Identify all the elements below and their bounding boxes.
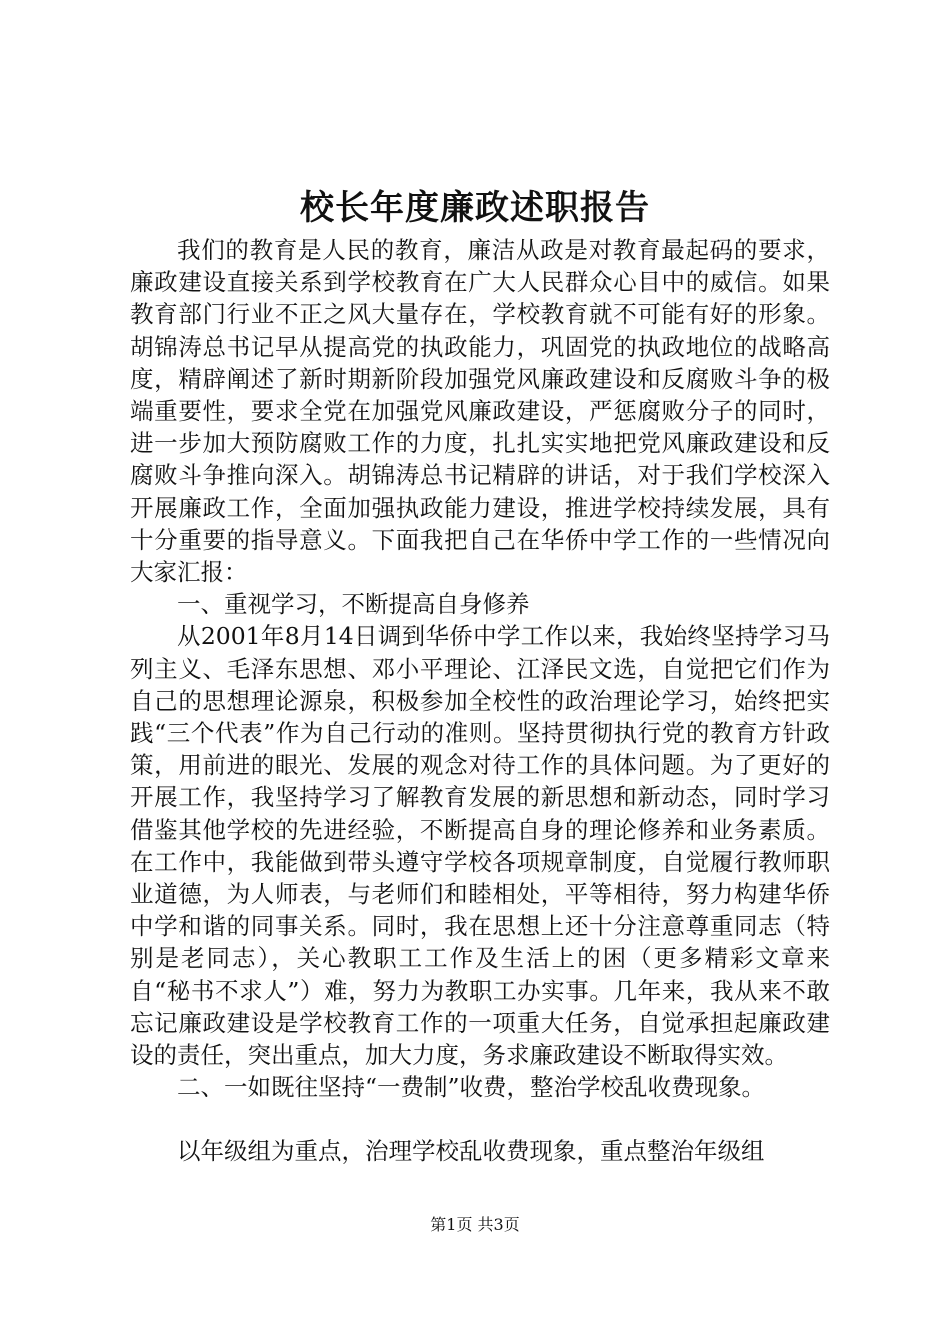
- section-heading-2: 二、一如既往坚持“一费制”收费，整治学校乱收费现象。: [177, 1073, 766, 1102]
- page-number: 第1页 共3页: [430, 1215, 520, 1234]
- paragraph-study: 从2001年8月14日调到华侨中学工作以来，我始终坚持学习马列主义、毛泽东思想、邓小平理论、江泽民文选，自觉把它们作为自己的思想理论源泉，积极参加全校性的政治理论学习，始终把实践“三个代表”作为自己行动的准则。坚持贯彻执行党的教育方针政策，用前进的眼光、发展的观念对待工作的具体问题。为了更好的开展工作，我坚持学习了解教育发展的新思想和新动态，同时学习借鉴其他学校的先进经验，不断提高自身的理论修养和业务素质。在工作中，我能做到带头遵守学校各项规章制度，自觉履行教师职业道德，为人师表，与老师们和睦相处，平等相待，努力构建华侨中学和谐的同事关系。同时，我在思想上还十分注意尊重同志（特别是老同志），关心教职工工作及生活上的困（更多精彩文章来自“秘书不求人”）难，努力为教职工办实事。几年来，我从来不敢忘记廉政建设是学校教育工作的一项重大任务，自觉承担起廉政建设的责任，突出重点，加大力度，务求廉政建设不断取得实效。: [130, 622, 830, 1070]
- section-heading-1: 一、重视学习，不断提高自身修养: [177, 590, 530, 619]
- document-title: 校长年度廉政述职报告: [300, 188, 650, 228]
- paragraph-intro: 我们的教育是人民的教育，廉洁从政是对教育最起码的要求，廉政建设直接关系到学校教育在广大人民群众心目中的威信。如果教育部门行业不正之风大量存在，学校教育就不可能有好的形象。胡锦涛总书记早从提高党的执政能力，巩固党的执政地位的战略高度，精辟阐述了新时期新阶段加强党风廉政建设和反腐败斗争的极端重要性，要求全党在加强党风廉政建设，严惩腐败分子的同时，进一步加大预防腐败工作的力度，扎扎实实地把党风廉政建设和反腐败斗争推向深入。胡锦涛总书记精辟的讲话，对于我们学校深入开展廉政工作，全面加强执政能力建设，推进学校持续发展，具有十分重要的指导意义。下面我把自己在华侨中学工作的一些情况向大家汇报：: [130, 236, 830, 587]
- document-body: [130, 234, 830, 1168]
- paragraph-fees: 以年级组为重点，治理学校乱收费现象，重点整治年级组: [177, 1137, 765, 1166]
